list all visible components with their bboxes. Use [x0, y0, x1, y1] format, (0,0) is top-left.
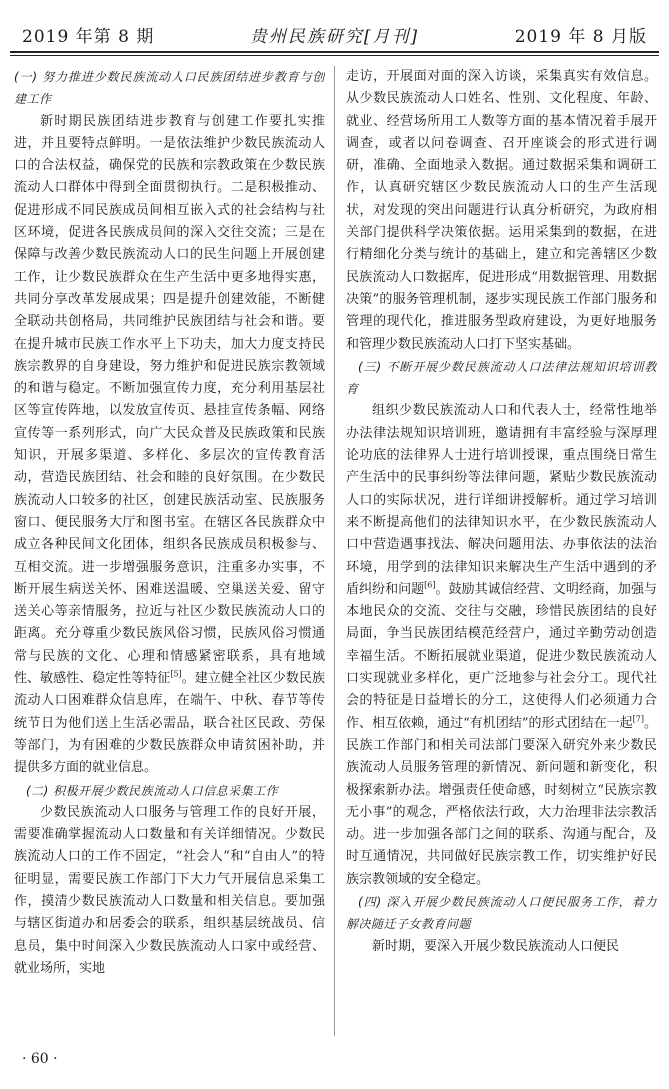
citation-6: [6] — [424, 580, 436, 590]
section4-paragraph: 新时期，要深入开展少数民族流动人口便民 — [372, 938, 620, 954]
section2-paragraph: 少数民族流动人口服务与管理工作的良好开展，需要准确掌握流动人口数量和有关详细情况。少数民族流动人口的工作不固定，“社会人”和“自由人”的特征明显，需要民族工作部门下大力气开展信息采集工作，摸清少数民族流动人口数量和相关信息。要加强与辖区街道办和居委会的联系，组织基层统战员、信息员，集中时间深入少数民族流动人口家中或经营、就业场所，实地 — [14, 804, 325, 976]
page-number: · 60 · — [22, 1051, 58, 1067]
continued-paragraph: 走访，开展面对面的深入访谈，采集真实有效信息。从少数民族流动人口姓名、性别、文化程度、年龄、就业、经营场所用工人数等方面的基本情况着手展开调查，或者以问卷调查、召开座谈会的形式进行调研，准确、全面地录入数据。通过数据采集和调研工作，认真研究辖区少数民族流动人口的生产生活现状，对发现的突出问题进行认真分析研究，为政府相关部门提供科学决策依据。运用采集到的数据，在进行精细化分类与统计的基础上，建立和完善辖区少数民族流动人口数据库，促进形成“用数据管理、用数据决策”的服务管理机制，逐步实现民族工作部门服务和管理的现代化，推进服务型政府建设，为更好地服务和管理少数民族流动人口打下坚实基础。 — [346, 69, 657, 352]
section2-heading: (二) 积极开展少数民族流动人口信息采集工作 — [26, 783, 279, 798]
issue-label: 2019 年第 8 期 — [22, 27, 155, 47]
issue-date: 2019 年 8 月版 — [514, 27, 647, 47]
section3-paragraph: 组织少数民族流动人口和代表人士，经常性地举办法律法规知识培训班，邀请拥有丰富经验与深厚理论功底的法律界人士进行培训授课，重点围绕日常生产生活中的民事纠纷等法律问题，紧贴少数民族流动人口的实际状况，进行详细讲授解析。通过学习培训来不断提高他们的法律知识水平，在少数民族流动人口中营造遇事找法、解决问题用法、办事依法的法治环境，用学到的法律知识来解决生产生活中遇到的矛盾纠纷和问题[6]。鼓励其诚信经营、文明经商，加强与本地民众的交流、交往与交融，珍惜民族团结的良好局面，争当民族团结模范经营户，通过辛勤劳动创造幸福生活。不断拓展就业渠道，促进少数民族流动人口实现就业多样化，更广泛地参与社会分工。现代社会的特征是日益增长的分工，这使得人们必须通力合作、相互依赖，通过“有机团结”的形式团结在一起[7]。民族工作部门和相关司法部门要深入研究外来少数民族流动人员服务管理的新情况、新问题和新变化，积极探索新办法。增强责任使命感，时刻树立“民族宗教无小事”的观念，严格依法行政，大力治理非法宗教活动。进一步加强各部门之间的联系、沟通与配合，及时互通情况，共同做好民族宗教工作，切实维护好民族宗教领域的安全稳定。 — [346, 403, 657, 887]
header-rule-thin — [10, 55, 659, 56]
section1-heading: (一) 努力推进少数民族流动人口民族团结进步教育与创建工作 — [14, 70, 325, 107]
page-header — [10, 0, 659, 56]
section1-paragraph: 新时期民族团结进步教育与创建工作要扎实推进，并且要特点鲜明。一是依法维护少数民族流动人口的合法权益，确保党的民族和宗教政策在少数民族流动人口群体中得到全面贯彻执行。二是积极推动、促进形成不同民族成员间相互嵌入式的社会结构与社区环境，促进各民族成员间的深入交往交流；三是在保障与改善少数民族流动人口的民生问题上开展创建工作，让少数民族群众在生产生活中更多地得实惠，共同分享改革发展成果；四是提升创建效能，不断健全联动共创格局，共同维护民族团结与社会和谐。要在提升城市民族工作水平上下功夫，加大力度支持民族宗教界的自身建设，努力维护和促进民族宗教领域的和谐与稳定。不断加强宣传力度，充分利用基层社区等宣传阵地，以发放宣传页、悬挂宣传条幅、网络宣传等一系列形式，向广大民众普及民族政策和民族知识，开展多渠道、多样化、多层次的宣传教育活动，营造民族团结、社会和睦的良好氛围。在少数民族流动人口较多的社区，创建民族活动室、民族服务窗口、便民服务大厅和图书室。在辖区各民族群众中成立各种民间文化团体，组织各民族成员积极参与、互相交流。进一步增强服务意识，注重多办实事，不断开展生病送关怀、困难送温暖、空巢送关爱、留守送关心等亲情服务，拉近与社区少数民族流动人口的距离。充分尊重少数民族风俗习惯，民族风俗习惯通常与民族的文化、心理和情感紧密联系，具有地域性、敏感性、稳定性等特征[5]。建立健全社区少数民族流动人口困难群众信息库，在端午、中秋、春节等传统节日为他们送上生活必需品，联合社区民政、劳保等部门，为有困难的少数民族群众申请贫困补助，并提供多方面的就业信息。 — [14, 113, 325, 776]
header-rule-thick — [10, 51, 659, 53]
section3-heading: (三) 不断开展少数民族流动人口法律法规知识培训教育 — [346, 359, 657, 397]
column-divider — [334, 66, 335, 1036]
journal-title: 贵州民族研究[月刊] — [249, 27, 420, 47]
citation-5: [5] — [170, 669, 182, 679]
citation-7: [7] — [632, 714, 644, 724]
section4-heading: (四) 深入开展少数民族流动人口便民服务工作，着力解决随迁子女教育问题 — [346, 894, 657, 932]
right-column — [346, 66, 657, 1036]
left-column — [14, 66, 325, 1036]
